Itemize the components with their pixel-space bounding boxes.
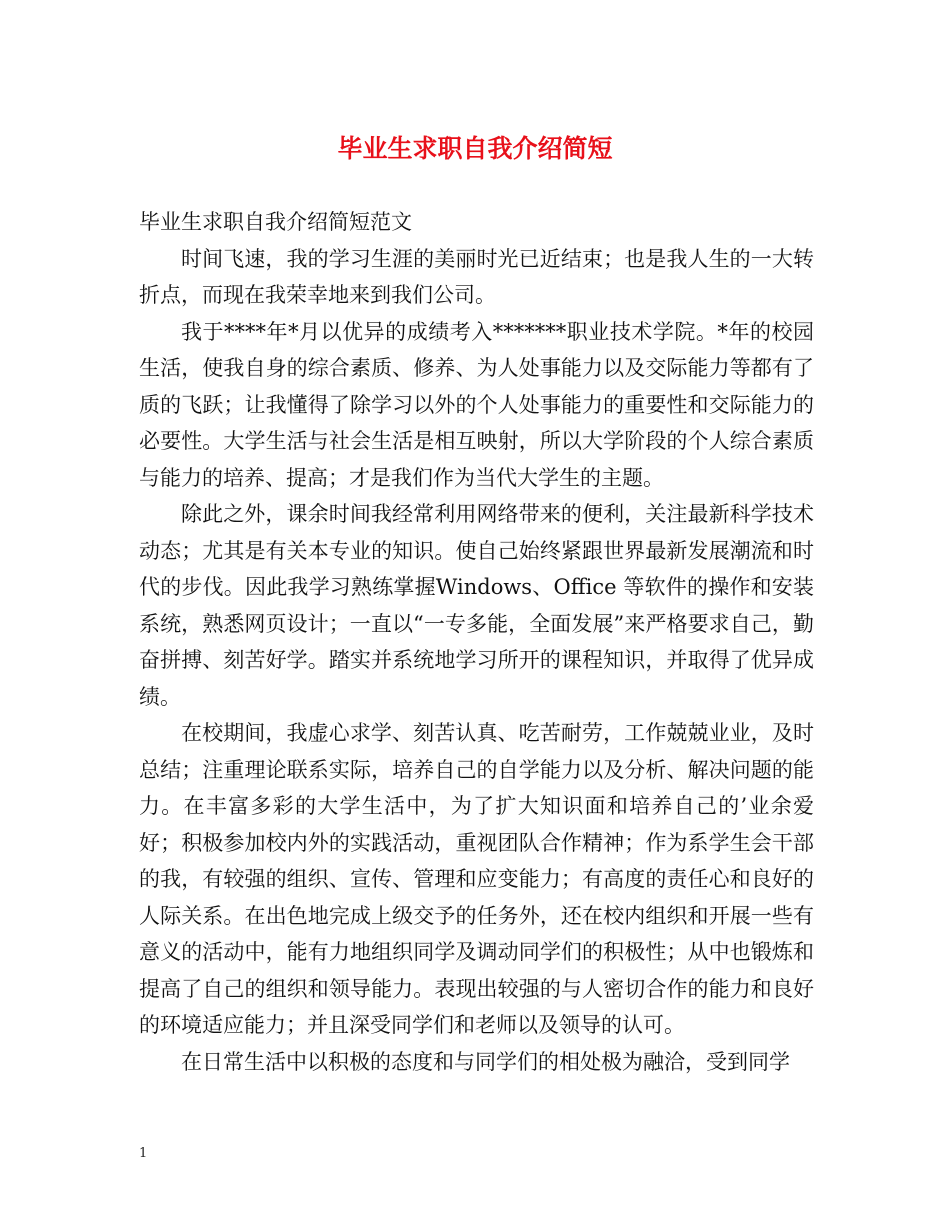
paragraph-1: 时间飞速，我的学习生涯的美丽时光已近结束；也是我人生的一大转折点，而现在我荣幸地来到我们公司。 <box>139 246 814 307</box>
document-body <box>139 204 814 1080</box>
paragraph-3: 除此之外，课余时间我经常利用网络带来的便利，关注最新科学技术动态；尤其是有关本专业的知识。使自己始终紧跟世界最新发展潮流和时代的步伐。因此我学习熟练掌握Windows、Office 等软件的操作和安装系统，熟悉网页设计；一直以“一专多能，全面发展”来严格要求自己，勤奋拼搏、刻苦好学。踏实并系统地学习所开的课程知识，并取得了优异成绩。 <box>139 502 814 709</box>
paragraph-5: 在日常生活中以积极的态度和与同学们的相处极为融洽，受到同学 <box>181 1049 790 1074</box>
paragraph-4: 在校期间，我虚心求学、刻苦认真、吃苦耐劳，工作兢兢业业，及时总结；注重理论联系实际，培养自己的自学能力以及分析、解决问题的能力。在丰富多彩的大学生活中，为了扩大知识面和培养自己的’业余爱好；积极参加校内外的实践活动，重视团队合作精神；作为系学生会干部的我，有较强的组织、宣传、管理和应变能力；有高度的责任心和良好的人际关系。在出色地完成上级交予的任务外，还在校内组织和开展一些有意义的活动中，能有力地组织同学及调动同学们的积极性；从中也锻炼和提高了自己的组织和领导能力。表现出较强的与人密切合作的能力和良好的环境适应能力；并且深受同学们和老师以及领导的认可。 <box>139 721 814 1037</box>
document-title: 毕业生求职自我介绍简短 <box>337 134 613 163</box>
paragraph-2: 我于****年*月以优异的成绩考入*******职业技术学院。*年的校园生活，使我自身的综合素质、修养、为人处事能力以及交际能力等都有了质的飞跃；让我懂得了除学习以外的个人处事能力的重要性和交际能力的必要性。大学生活与社会生活是相互映射，所以大学阶段的个人综合素质与能力的培养、提高；才是我们作为当代大学生的主题。 <box>139 319 814 490</box>
document-subtitle: 毕业生求职自我介绍简短范文 <box>139 210 412 234</box>
page-number: 1 <box>139 1146 148 1161</box>
